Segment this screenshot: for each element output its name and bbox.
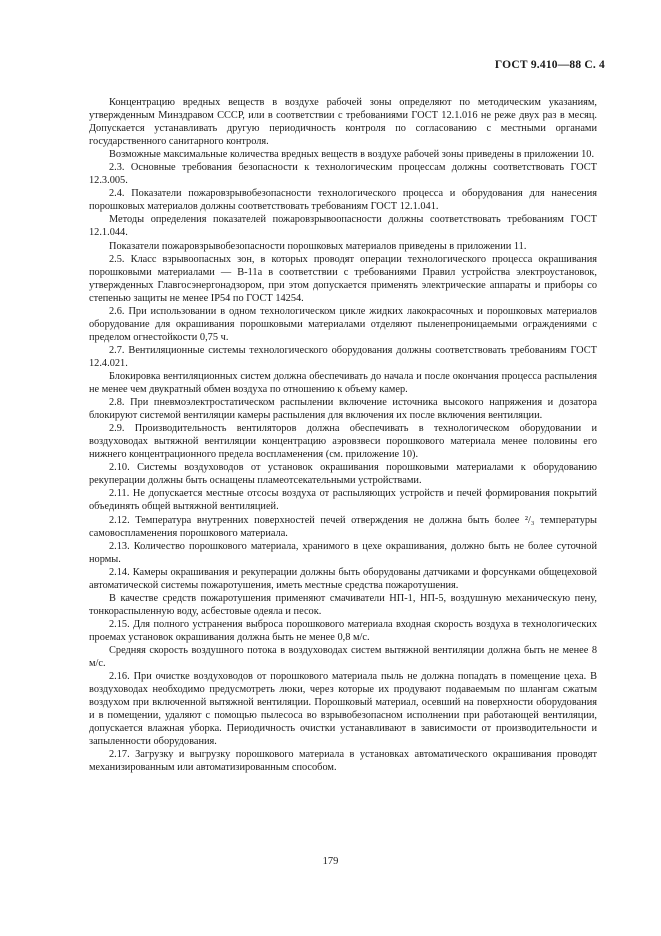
paragraph: 2.13. Количество порошкового материала, хранимого в цехе окрашивания, должно быть не более суточной нормы. (89, 540, 597, 565)
paragraph: Средняя скорость воздушного потока в воздуховодах систем вытяжной вентиляции должна быть не менее 8 м/с. (89, 644, 597, 670)
paragraph: 2.6. При использовании в одном технологическом цикле жидких лакокрасочных и порошковых материалов оборудование для окрашивания порошковыми материалами отделяют пыленепроницаемыми ограждениями с пределом огнестойкости 0,75 ч. (89, 305, 597, 343)
paragraph: 2.5. Класс взрывоопасных зон, в которых проводят операции технологического процесса окрашивания порошковыми материалами — В-11а в соответствии с требованиями Правил устройства электроустановок, утвержденных Главгосэнергонадзором, при этом допускается применять электрические аппараты и приборы со степенью защиты не менее IP54 по ГОСТ 14254. (89, 253, 597, 304)
paragraph: Концентрацию вредных веществ в воздухе рабочей зоны определяют по методическим указаниям, утвержденным Минздравом СССР, или в соответствии с требованиями ГОСТ 12.1.016 не реже двух раз в месяц. Допускается устанавливать другую периодичность контроля по согласованию с местными органами государственного санитарного контроля. (89, 97, 597, 148)
paragraph: 2.17. Загрузку и выгрузку порошкового материала в установках автоматического окрашивания проводят механизированным или автоматизированным способом. (89, 749, 597, 774)
paragraph: Возможные максимальные количества вредных веществ в воздухе рабочей зоны приведены в приложении 10. (109, 149, 595, 161)
paragraph: 2.10. Системы воздуховодов от установок окрашивания порошковыми материалами к оборудованию рекуперации должны быть оснащены пламеотсекательными устройствами. (89, 462, 597, 487)
paragraph: 2.3. Основные требования безопасности к технологическим процессам должны соответствовать ГОСТ 12.3.005. (89, 162, 597, 187)
paragraph: Блокировка вентиляционных систем должна обеспечивать до начала и после окончания процесса распыления не менее чем двукратный обмен воздуха по отношению к объему камер. (89, 370, 597, 396)
paragraph: В качестве средств пожаротушения применяют смачиватели НП-1, НП-5, воздушную механическую пену, тонкораспыленную воду, асбестовые одеяла и песок. (89, 592, 597, 617)
page-number: 179 (322, 856, 339, 867)
paragraph: 2.14. Камеры окрашивания и рекуперации должны быть оборудованы датчиками и форсунками общецеховой автоматической системы пожаротушения, иметь местные средства пожаротушения. (89, 566, 597, 591)
paragraph: 2.7. Вентиляционные системы технологического оборудования должны соответствовать требованиям ГОСТ 12.4.021. (89, 344, 597, 369)
paragraph: 2.12. Температура внутренних поверхностей печей отверждения не должна быть более ²/₃ температуры самовоспламенения порошкового материала. (89, 514, 597, 539)
paragraph: 2.9. Производительность вентиляторов должна обеспечивать в технологическом оборудовании и воздуховодах вытяжной вентиляции концентрацию аэровзвеси порошкового материала менее половины его нижнего концентрационного предела воспламенения (см. приложение 10). (89, 423, 597, 461)
paragraph: 2.15. Для полного устранения выброса порошкового материала входная скорость воздуха в технологических проемах установок окрашивания должна быть не менее 0,8 м/с. (89, 618, 597, 643)
paragraph: Методы определения показателей пожаровзрывоопасности должны соответствовать требованиям ГОСТ 12.1.044. (89, 214, 597, 239)
page-header: ГОСТ 9.410—88 С. 4 (494, 59, 605, 71)
paragraph: 2.4. Показатели пожаровзрывобезопасности технологического процесса и оборудования для нанесения порошковых материалов должны соответствовать требованиям ГОСТ 12.1.041. (89, 188, 597, 213)
document-body (89, 96, 597, 774)
paragraph: Показатели пожаровзрывобезопасности порошковых материалов приведены в приложении 11. (109, 240, 527, 252)
paragraph: 2.16. При очистке воздуховодов от порошкового материала пыль не должна попадать в помещение цеха. В воздуховодах необходимо предусмотреть люки, через которые их продувают подаваемым по шлангам сжатым воздухом при включенной вытяжной вентиляции. Порошковый материал, осевший на поверхности оборудования и в помещении, удаляют с помощью пылесоса во взрывобезопасном исполнении при работающей вентиляции, допускается влажная уборка. Периодичность очистки устанавливают в зависимости от производительности и запыленности оборудования. (89, 671, 597, 748)
paragraph: 2.8. При пневмоэлектростатическом распылении включение источника высокого напряжения и дозатора блокируют системой вентиляции камеры распыления для включения их после включения вентиляции. (89, 397, 597, 422)
paragraph: 2.11. Не допускается местные отсосы воздуха от распыляющих устройств и печей формирования покрытий объединять общей вытяжной вентиляцией. (89, 488, 597, 513)
